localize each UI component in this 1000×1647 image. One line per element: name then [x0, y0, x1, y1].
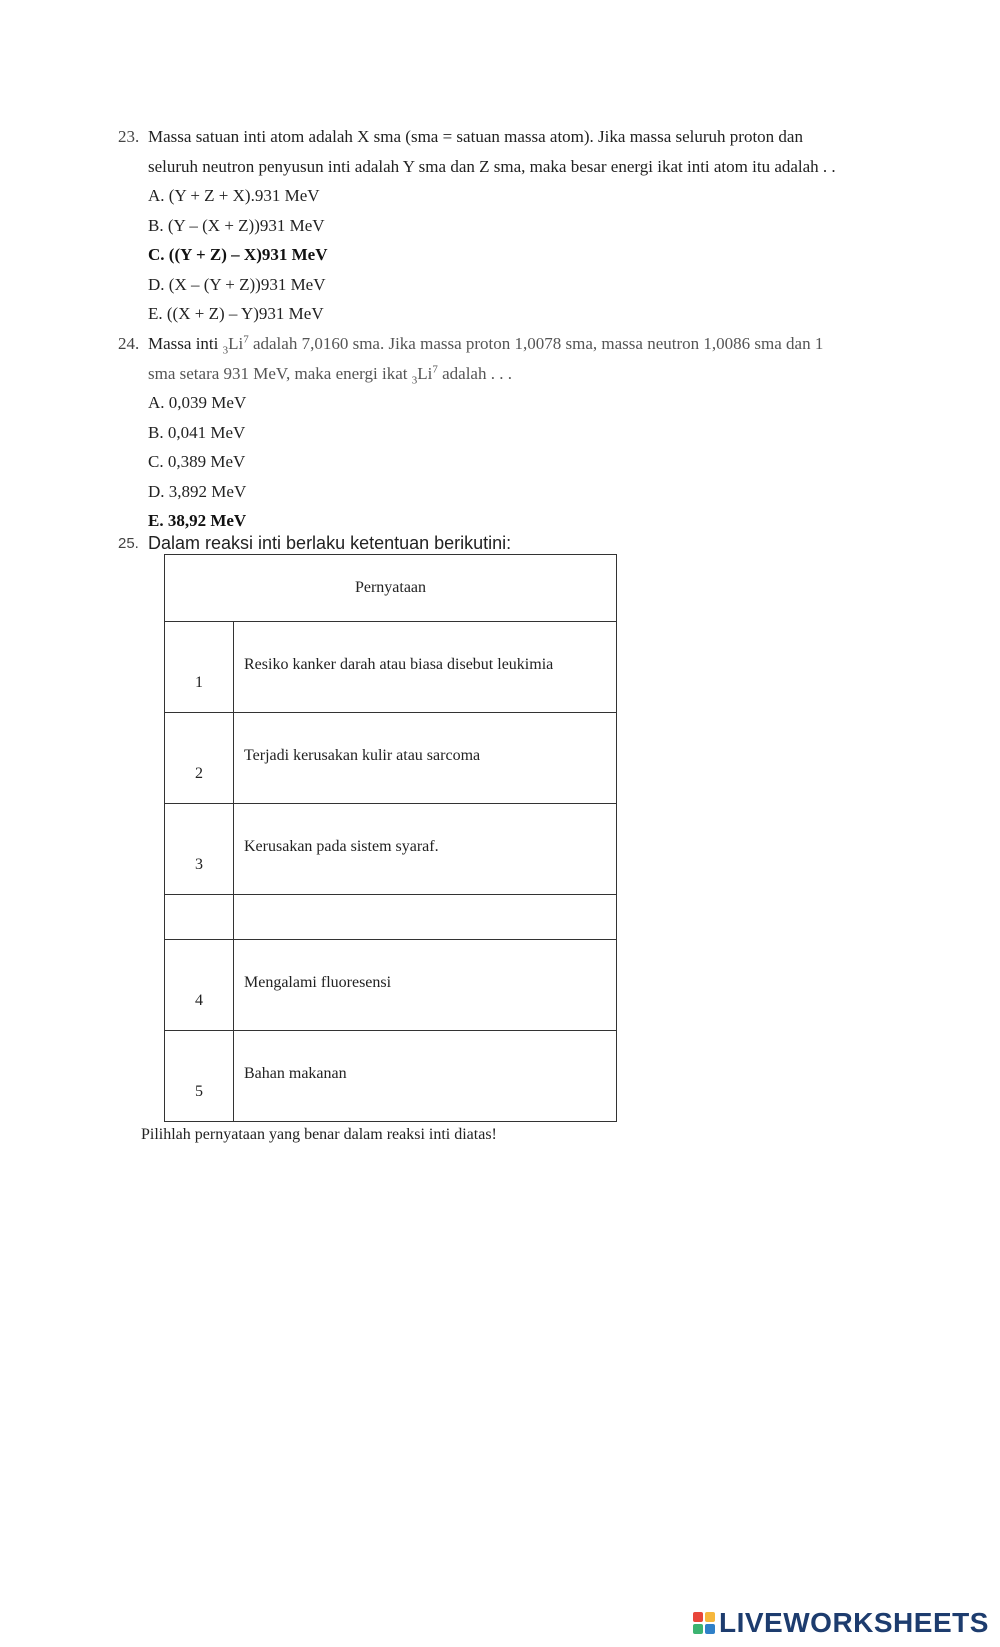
- table-row: [165, 622, 617, 713]
- question-23-text-line1: Massa satuan inti atom adalah X sma (sma = satuan massa atom). Jika massa seluruh proton dan: [148, 127, 803, 146]
- question-23-option-d[interactable]: D. (X – (Y + Z))931 MeV: [148, 275, 326, 294]
- question-23-text-line2: seluruh neutron penyusun inti adalah Y sma dan Z sma, maka besar energi ikat inti atom itu adalah . .: [148, 157, 836, 176]
- nuclide-mass-number: 7: [432, 363, 438, 376]
- question-25-number: 25.: [118, 535, 139, 552]
- logo-square: [705, 1612, 715, 1622]
- row-number: 4: [195, 992, 203, 1009]
- question-23-option-b[interactable]: B. (Y – (X + Z))931 MeV: [148, 216, 325, 235]
- table-row: [165, 804, 617, 895]
- question-24-line2-post: adalah . . .: [437, 364, 512, 383]
- row-statement: Resiko kanker darah atau biasa disebut leukimia: [234, 622, 617, 713]
- liveworksheets-logo: [693, 1608, 989, 1638]
- question-24-line1-post: adalah 7,0160 sma. Jika massa proton 1,0078 sma, massa neutron 1,0086 sma dan 1: [248, 334, 824, 353]
- row-number: 5: [195, 1083, 203, 1100]
- question-24-line2-pre: sma setara 931 MeV, maka energi ikat: [148, 364, 412, 383]
- row-number-cell: [165, 804, 234, 895]
- brand-name: LIVEWORKSHEETS: [719, 1607, 989, 1638]
- row-number: 3: [195, 856, 203, 873]
- question-24-option-c[interactable]: C. 0,389 MeV: [148, 452, 246, 471]
- question-24-option-b[interactable]: B. 0,041 MeV: [148, 423, 246, 442]
- table-row: [165, 940, 617, 1031]
- row-number-cell: [165, 622, 234, 713]
- question-23-option-a[interactable]: A. (Y + Z + X).931 MeV: [148, 186, 320, 205]
- row-statement: Bahan makanan: [234, 1031, 617, 1122]
- table-header: Pernyataan: [165, 555, 617, 622]
- row-number-cell: [165, 1031, 234, 1122]
- table-row-empty: [165, 895, 617, 940]
- row-statement: [234, 895, 617, 940]
- question-24-text-line2: [148, 363, 512, 387]
- question-25-prompt: Pilihlah pernyataan yang benar dalam reaksi inti diatas!: [141, 1126, 497, 1143]
- logo-icon: [693, 1612, 715, 1634]
- table-row: [165, 1031, 617, 1122]
- nuclide-symbol: Li: [228, 334, 244, 353]
- logo-square: [705, 1624, 715, 1634]
- statement-table: [164, 554, 617, 1122]
- nuclide-atomic-number: 3: [411, 374, 418, 387]
- row-number: 2: [195, 765, 203, 782]
- row-statement: Mengalami fluoresensi: [234, 940, 617, 1031]
- question-24-option-d[interactable]: D. 3,892 MeV: [148, 482, 247, 501]
- row-statement: Kerusakan pada sistem syaraf.: [234, 804, 617, 895]
- nuclide-atomic-number: 3: [222, 344, 229, 357]
- question-24-line1-pre: Massa inti: [148, 334, 223, 353]
- row-number-cell: [165, 713, 234, 804]
- question-25-intro: Dalam reaksi inti berlaku ketentuan berikutini:: [148, 533, 512, 553]
- nuclide-mass-number: 7: [243, 333, 249, 346]
- row-number-cell: [165, 940, 234, 1031]
- logo-square: [693, 1612, 703, 1622]
- row-number-cell: [165, 895, 234, 940]
- table-row: [165, 713, 617, 804]
- logo-square: [693, 1624, 703, 1634]
- question-23-option-c[interactable]: C. ((Y + Z) – X)931 MeV: [148, 245, 328, 264]
- question-23-option-e[interactable]: E. ((X + Z) – Y)931 MeV: [148, 304, 324, 323]
- row-statement: Terjadi kerusakan kulir atau sarcoma: [234, 713, 617, 804]
- question-23-number: 23.: [118, 127, 140, 146]
- question-24-number: 24.: [118, 334, 140, 353]
- nuclide-symbol: Li: [417, 364, 433, 383]
- question-24-option-e[interactable]: E. 38,92 MeV: [148, 511, 247, 530]
- question-24-text-line1: [148, 333, 824, 357]
- row-number: 1: [195, 674, 203, 691]
- question-24-option-a[interactable]: A. 0,039 MeV: [148, 393, 247, 412]
